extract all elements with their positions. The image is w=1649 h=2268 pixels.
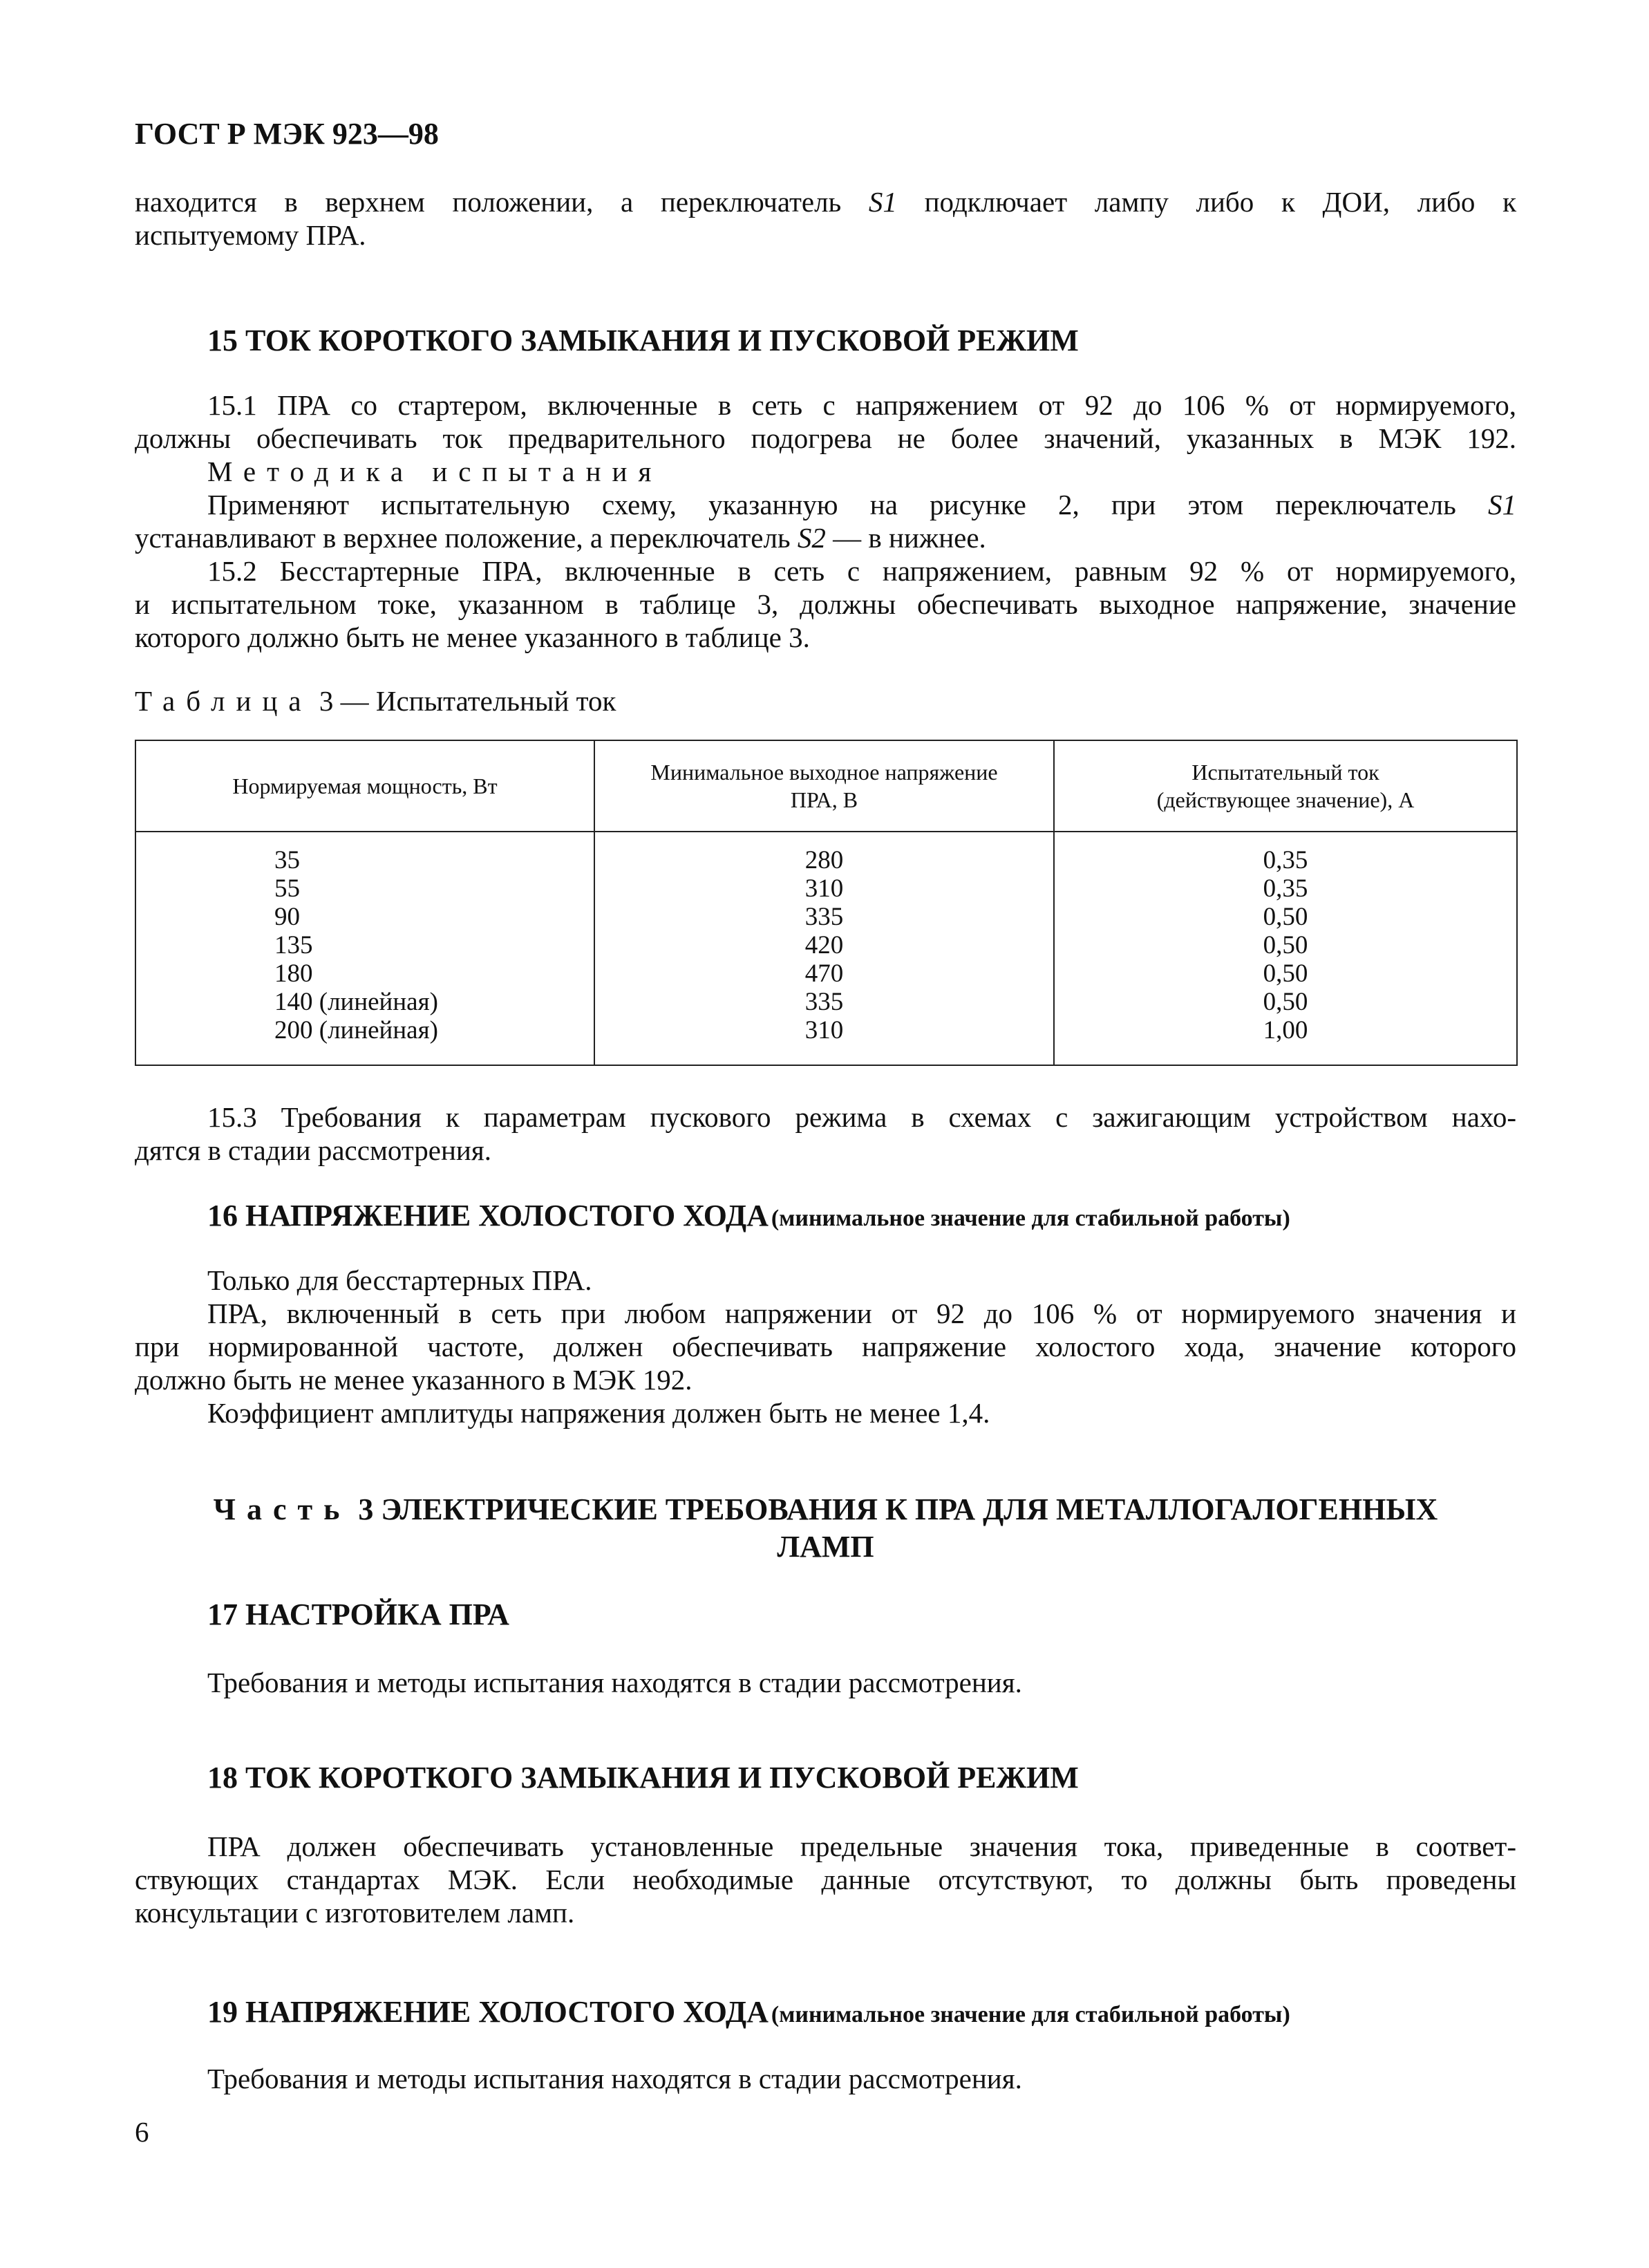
section-18-heading: 18 ТОК КОРОТКОГО ЗАМЫКАНИЯ И ПУСКОВОЙ РЕЖИМ [207, 1761, 1079, 1794]
power-value: 55 [274, 874, 300, 903]
table-header-row [135, 740, 1517, 832]
header-current-line1: Испытательный ток [1191, 760, 1379, 785]
s15-p2-text: Применяют испытательную схему, указанную на рисунке 2, при этом переключатель [207, 489, 1456, 521]
header-voltage-line2: ПРА, В [790, 787, 858, 812]
s15-p2-line1 [207, 488, 1516, 521]
table-caption-word: Таблица [135, 685, 312, 717]
section-16-title: 16 НАПРЯЖЕНИЕ ХОЛОСТОГО ХОДА [207, 1199, 769, 1233]
current-column [1054, 832, 1517, 1065]
section-16-subtitle: (минимальное значение для стабильной работы) [771, 1206, 1290, 1231]
switch-s2-ref: S2 [797, 522, 826, 554]
document-header: ГОСТ Р МЭК 923—98 [135, 117, 439, 151]
header-current [1054, 740, 1517, 832]
s16-p1: Только для бесстартерных ПРА. [207, 1264, 592, 1296]
intro-text-b: подключает лампу либо к ДОИ, либо к [924, 186, 1517, 218]
s15-p3-line2: и испытательном токе, указанном в таблице 3, должны обеспечивать выходное напряжение, значение [135, 588, 1516, 620]
header-power [135, 740, 594, 832]
page-number: 6 [135, 2116, 149, 2148]
section-15-heading: 15 ТОК КОРОТКОГО ЗАМЫКАНИЯ И ПУСКОВОЙ РЕЖИМ [207, 324, 1079, 357]
s15-p4-line1: 15.3 Требования к параметрам пускового режима в схемах с зажигающим устройством нахо- [207, 1101, 1516, 1133]
s17-p1: Требования и методы испытания находятся в стадии рассмотрения. [207, 1667, 1022, 1698]
table-body-row [135, 832, 1517, 1065]
current-value: 0,50 [1263, 903, 1308, 931]
header-power-text: Нормируемая мощность, Вт [232, 774, 498, 798]
s15-p2-text-b: устанавливают в верхнее положение, а переключатель [135, 522, 791, 554]
s15-p2-line2 [135, 521, 986, 554]
s15-p1-line2: должны обеспечивать ток предварительного подогрева не более значений, указанных в МЭК 192. [135, 422, 1516, 454]
voltage-value: 335 [804, 988, 844, 1016]
header-current-line2: (действующее значение), А [1156, 787, 1415, 812]
table-3 [135, 740, 1518, 1066]
current-value: 0,50 [1263, 959, 1308, 988]
power-value: 200 (линейная) [274, 1016, 438, 1044]
voltage-value: 310 [804, 1016, 844, 1044]
part-3-heading [135, 1492, 1516, 1527]
current-value: 0,50 [1263, 988, 1308, 1016]
current-value: 0,35 [1263, 874, 1308, 903]
s15-p4-line2: дятся в стадии рассмотрения. [135, 1134, 491, 1166]
power-value: 35 [274, 846, 300, 874]
part-3-title: 3 ЭЛЕКТРИЧЕСКИЕ ТРЕБОВАНИЯ К ПРА ДЛЯ МЕТАЛЛОГАЛОГЕННЫХ [358, 1492, 1438, 1526]
voltage-value: 280 [804, 846, 844, 874]
s15-p3-line1: 15.2 Бесстартерные ПРА, включенные в сеть с напряжением, равным 92 % от нормируемого, [207, 555, 1516, 587]
s18-p1-line2: ствующих стандартах МЭК. Если необходимые данные отсутствуют, то должны быть проведены [135, 1864, 1516, 1895]
voltage-value: 310 [804, 874, 844, 903]
table-caption-title: 3 — Испытательный ток [319, 685, 616, 717]
part-3-word: Часть [213, 1492, 351, 1526]
section-19-heading [207, 1994, 1290, 2030]
part-3-heading-line2: ЛАМП [777, 1530, 874, 1564]
switch-s1-ref-2: S1 [1488, 489, 1517, 521]
table-caption [135, 684, 616, 718]
s18-p1-line1: ПРА должен обеспечивать установленные предельные значения тока, приведенные в соответ- [207, 1830, 1516, 1862]
header-voltage-line1: Минимальное выходное напряжение [650, 760, 998, 785]
power-value: 135 [274, 931, 313, 959]
section-17-heading: 17 НАСТРОЙКА ПРА [207, 1597, 509, 1631]
voltage-value: 470 [804, 959, 844, 988]
intro-line-1 [135, 185, 1516, 218]
s16-p2-line1: ПРА, включенный в сеть при любом напряжении от 92 до 106 % от нормируемого значения и [207, 1297, 1516, 1329]
s16-p2-line2: при нормированной частоте, должен обеспечивать напряжение холостого хода, значение которого [135, 1331, 1516, 1362]
intro-line-2: испытуемому ПРА. [135, 219, 366, 251]
s19-p1: Требования и методы испытания находятся в стадии рассмотрения. [207, 2063, 1022, 2094]
current-value: 0,35 [1263, 846, 1308, 874]
intro-text-a: находится в верхнем положении, а переключатель [135, 186, 842, 218]
voltage-value: 335 [804, 903, 844, 931]
voltage-value: 420 [804, 931, 844, 959]
voltage-column [594, 832, 1054, 1065]
s15-p2-text-c: — в нижнее. [833, 522, 986, 554]
s15-p3-line3: которого должно быть не менее указанного в таблице 3. [135, 621, 810, 653]
current-value: 0,50 [1263, 931, 1308, 959]
s18-p1-line3: консультации с изготовителем ламп. [135, 1897, 575, 1929]
header-voltage [594, 740, 1054, 832]
section-19-title: 19 НАПРЯЖЕНИЕ ХОЛОСТОГО ХОДА [207, 1995, 769, 2029]
current-value: 1,00 [1263, 1016, 1308, 1044]
s16-p3: Коэффициент амплитуды напряжения должен быть не менее 1,4. [207, 1397, 990, 1429]
method-heading: Методика испытания [207, 456, 663, 487]
section-19-subtitle: (минимальное значение для стабильной работы) [771, 2002, 1290, 2027]
s16-p2-line3: должно быть не менее указанного в МЭК 192. [135, 1364, 692, 1396]
switch-s1-ref: S1 [868, 186, 897, 218]
s15-p1-line1: 15.1 ПРА со стартером, включенные в сеть с напряжением от 92 до 106 % от нормируемого, [207, 389, 1516, 421]
power-value: 140 (линейная) [274, 988, 438, 1016]
section-16-heading [207, 1198, 1290, 1233]
power-column [135, 832, 594, 1065]
power-value: 90 [274, 903, 300, 931]
power-value: 180 [274, 959, 313, 988]
